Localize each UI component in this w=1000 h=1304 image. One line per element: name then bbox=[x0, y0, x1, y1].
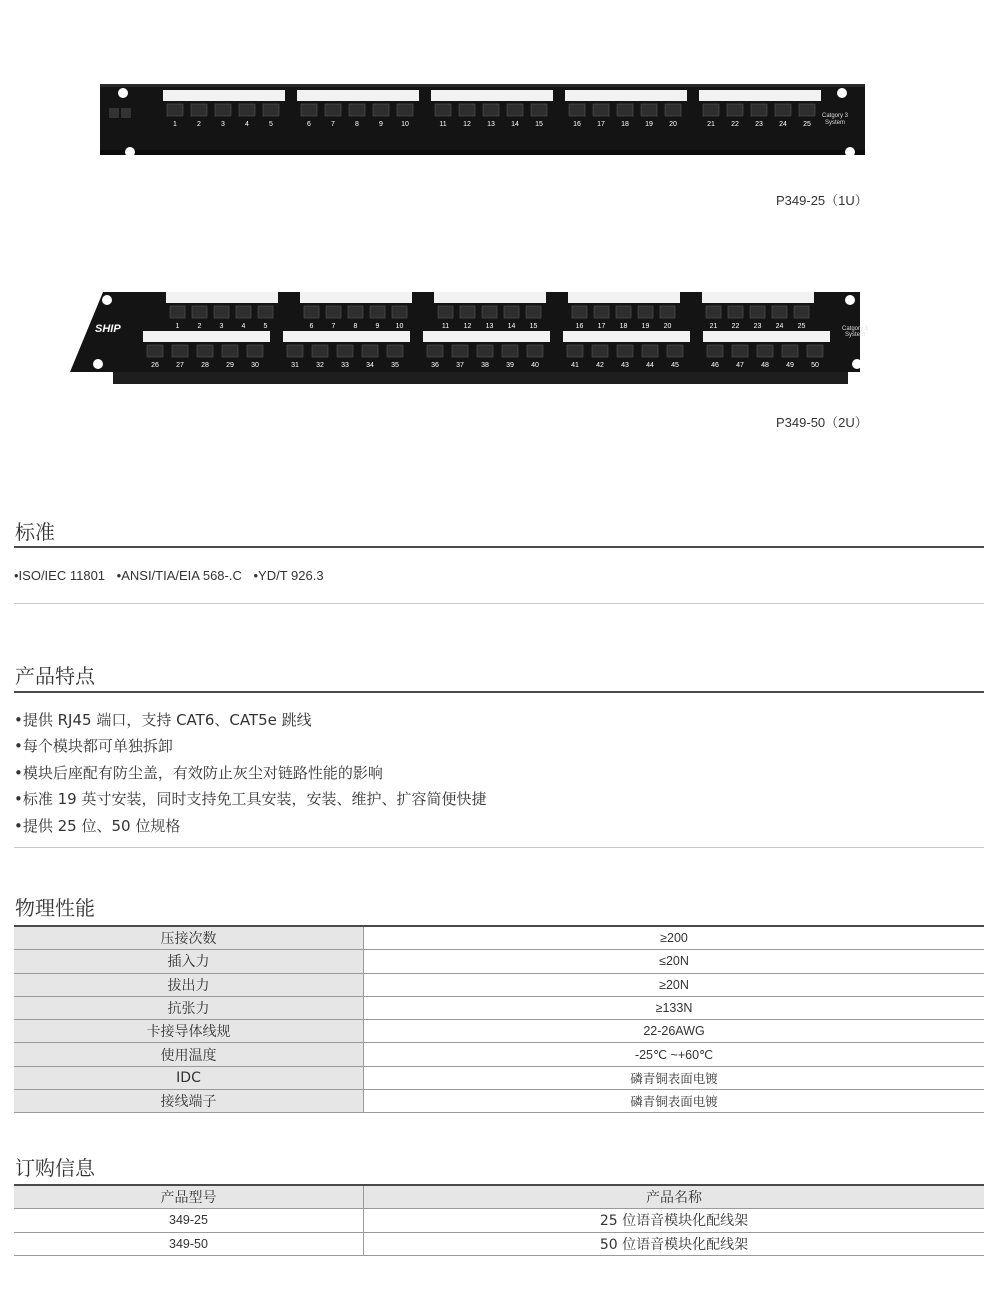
table-row bbox=[14, 1066, 984, 1089]
rj-port bbox=[222, 345, 238, 357]
rj-port bbox=[527, 345, 543, 357]
port-number: 22 bbox=[731, 121, 739, 128]
rj-port bbox=[531, 104, 547, 116]
rj-port bbox=[304, 306, 319, 318]
rj-port bbox=[337, 345, 353, 357]
column-header-name: 产品名称 bbox=[364, 1186, 985, 1209]
rj-port bbox=[214, 306, 229, 318]
rj-port bbox=[167, 104, 183, 116]
rj-port bbox=[392, 306, 407, 318]
rj-port bbox=[236, 306, 251, 318]
svg-text:Catgory 3: Catgory 3 bbox=[841, 326, 869, 332]
table-row bbox=[14, 1209, 984, 1232]
patch-panel-1u-image bbox=[95, 80, 870, 160]
port-number: 47 bbox=[736, 362, 744, 369]
port-number: 24 bbox=[779, 121, 787, 128]
rj-port bbox=[617, 345, 633, 357]
port-number: 9 bbox=[379, 121, 383, 128]
rj-port bbox=[170, 306, 185, 318]
port-number: 29 bbox=[226, 362, 234, 369]
port-number: 16 bbox=[575, 323, 584, 330]
port-number: 37 bbox=[456, 362, 464, 369]
port-number: 17 bbox=[597, 121, 605, 128]
physical-title: 物理性能 bbox=[15, 896, 95, 920]
rj-port bbox=[732, 345, 748, 357]
port-number: 7 bbox=[331, 323, 336, 330]
rj-port bbox=[751, 104, 767, 116]
rj-port bbox=[287, 345, 303, 357]
table-row bbox=[14, 950, 984, 973]
rj-port bbox=[438, 306, 453, 318]
features-list bbox=[14, 707, 486, 839]
rj-port bbox=[667, 345, 683, 357]
port-number: 14 bbox=[511, 121, 519, 128]
product-caption-2u: P349-50（2U） bbox=[776, 415, 868, 430]
spec-label: 抗张力 bbox=[14, 996, 364, 1019]
port-number: 3 bbox=[221, 121, 225, 128]
rj-port bbox=[750, 306, 765, 318]
rj-port bbox=[460, 306, 475, 318]
spec-value: 磷青铜表面电镀 bbox=[364, 1090, 985, 1113]
rj-port bbox=[172, 345, 188, 357]
table-row bbox=[14, 996, 984, 1019]
port-number: 35 bbox=[391, 362, 399, 369]
rj-port bbox=[459, 104, 475, 116]
rj-port bbox=[775, 104, 791, 116]
table-row bbox=[14, 1020, 984, 1043]
port-number: 5 bbox=[269, 121, 273, 128]
port-number: 19 bbox=[645, 121, 653, 128]
port-number: 11 bbox=[439, 121, 447, 128]
port-number: 14 bbox=[507, 323, 516, 330]
rj-port bbox=[477, 345, 493, 357]
order-model: 349-50 bbox=[14, 1232, 364, 1255]
rj-port bbox=[757, 345, 773, 357]
port-number: 5 bbox=[263, 323, 268, 330]
rj-port bbox=[807, 345, 823, 357]
standard-item: •ISO/IEC 11801 bbox=[14, 568, 106, 583]
rj-port bbox=[387, 345, 403, 357]
table-row bbox=[14, 1043, 984, 1066]
port-number: 33 bbox=[341, 362, 349, 369]
spec-label: 拔出力 bbox=[14, 973, 364, 996]
rj-port bbox=[348, 306, 363, 318]
standards-title: 标准 bbox=[15, 520, 55, 544]
standards-list bbox=[14, 568, 332, 583]
port-number: 24 bbox=[775, 323, 784, 330]
spec-value: 22-26AWG bbox=[364, 1020, 985, 1043]
spec-value: -25℃ ~+60℃ bbox=[364, 1043, 985, 1066]
port-number: 10 bbox=[395, 323, 404, 330]
rj-port bbox=[507, 104, 523, 116]
port-number: 9 bbox=[375, 323, 380, 330]
rj-port bbox=[665, 104, 681, 116]
ordering-table bbox=[14, 1186, 984, 1256]
port-number: 12 bbox=[463, 121, 471, 128]
ordering-header-row bbox=[14, 1186, 984, 1209]
rj-port bbox=[373, 104, 389, 116]
port-number: 15 bbox=[535, 121, 543, 128]
port-number: 25 bbox=[803, 121, 811, 128]
port-number: 43 bbox=[621, 362, 629, 369]
port-number: 27 bbox=[176, 362, 184, 369]
port-number: 25 bbox=[797, 323, 806, 330]
rj-port bbox=[616, 306, 631, 318]
port-number: 39 bbox=[506, 362, 514, 369]
port-number: 16 bbox=[573, 121, 581, 128]
rj-port bbox=[502, 345, 518, 357]
features-rule bbox=[14, 691, 984, 693]
port-number: 8 bbox=[353, 323, 358, 330]
port-number: 48 bbox=[761, 362, 769, 369]
rj-port bbox=[569, 104, 585, 116]
port-number: 4 bbox=[241, 323, 246, 330]
spec-label: 使用温度 bbox=[14, 1043, 364, 1066]
rj-port bbox=[617, 104, 633, 116]
port-number: 22 bbox=[731, 323, 740, 330]
table-row bbox=[14, 1232, 984, 1255]
rj-port bbox=[638, 306, 653, 318]
rj-port bbox=[782, 345, 798, 357]
feature-item: •标准 19 英寸安装，同时支持免工具安装，安装、维护、扩容简便快捷 bbox=[14, 790, 487, 809]
port-number: 13 bbox=[485, 323, 494, 330]
port-number: 19 bbox=[641, 323, 650, 330]
rj-port bbox=[706, 306, 721, 318]
rj-port bbox=[147, 345, 163, 357]
rj-port bbox=[772, 306, 787, 318]
order-name: 50 位语音模块化配线架 bbox=[364, 1232, 985, 1255]
rj-port bbox=[567, 345, 583, 357]
port-number: 6 bbox=[309, 323, 314, 330]
rj-port bbox=[641, 104, 657, 116]
port-number: 11 bbox=[441, 323, 450, 330]
port-number: 42 bbox=[596, 362, 604, 369]
port-number: 44 bbox=[646, 362, 654, 369]
svg-text:System: System bbox=[844, 332, 866, 338]
port-number: 34 bbox=[366, 362, 374, 369]
rj-port bbox=[191, 104, 207, 116]
port-number: 1 bbox=[173, 121, 177, 128]
port-number: 46 bbox=[711, 362, 719, 369]
port-number: 21 bbox=[707, 121, 715, 128]
rj-port bbox=[435, 104, 451, 116]
standards-rule bbox=[14, 546, 984, 548]
port-number: 7 bbox=[331, 121, 335, 128]
rj-port bbox=[703, 104, 719, 116]
port-number: 18 bbox=[619, 323, 628, 330]
rj-port bbox=[452, 345, 468, 357]
port-number: 3 bbox=[219, 323, 224, 330]
table-row bbox=[14, 927, 984, 950]
rj-port bbox=[427, 345, 443, 357]
svg-text:System: System bbox=[824, 120, 846, 126]
standards-divider bbox=[14, 603, 984, 604]
port-number: 4 bbox=[245, 121, 249, 128]
rj-port bbox=[594, 306, 609, 318]
rj-port bbox=[728, 306, 743, 318]
rj-port bbox=[192, 306, 207, 318]
port-number: 40 bbox=[531, 362, 539, 369]
order-model: 349-25 bbox=[14, 1209, 364, 1232]
rj-port bbox=[215, 104, 231, 116]
rj-port bbox=[483, 104, 499, 116]
features-title: 产品特点 bbox=[15, 664, 95, 688]
table-row bbox=[14, 1090, 984, 1113]
patch-panel-2u-image bbox=[65, 288, 870, 390]
spec-label: 接线端子 bbox=[14, 1090, 364, 1113]
rj-port bbox=[349, 104, 365, 116]
port-number: 15 bbox=[529, 323, 538, 330]
spec-value: ≥20N bbox=[364, 973, 985, 996]
feature-item: •模块后座配有防尘盖，有效防止灰尘对链路性能的影响 bbox=[14, 763, 383, 782]
rj-port bbox=[370, 306, 385, 318]
product-caption-1u: P349-25（1U） bbox=[776, 193, 868, 208]
rj-port bbox=[312, 345, 328, 357]
rj-port bbox=[482, 306, 497, 318]
rj-port bbox=[526, 306, 541, 318]
order-name: 25 位语音模块化配线架 bbox=[364, 1209, 985, 1232]
spec-label: 压接次数 bbox=[14, 927, 364, 950]
rj-port bbox=[572, 306, 587, 318]
port-number: 1 bbox=[175, 323, 180, 330]
standard-item: •YD/T 926.3 bbox=[253, 568, 324, 583]
rj-port bbox=[362, 345, 378, 357]
port-number: 23 bbox=[755, 121, 763, 128]
rj-port bbox=[325, 104, 341, 116]
spec-value: ≤20N bbox=[364, 950, 985, 973]
port-number: 45 bbox=[671, 362, 679, 369]
spec-label: 卡接导体线规 bbox=[14, 1020, 364, 1043]
standard-item: •ANSI/TIA/EIA 568-.C bbox=[116, 568, 242, 583]
port-number: 31 bbox=[291, 362, 299, 369]
rj-port bbox=[197, 345, 213, 357]
panel-label-text: Catgory 3 bbox=[821, 113, 849, 119]
rj-port bbox=[504, 306, 519, 318]
port-number: 20 bbox=[669, 121, 677, 128]
port-number: 23 bbox=[753, 323, 762, 330]
table-row bbox=[14, 973, 984, 996]
features-divider bbox=[14, 847, 984, 848]
spec-value: ≥200 bbox=[364, 927, 985, 950]
port-number: 12 bbox=[463, 323, 472, 330]
rj-port bbox=[593, 104, 609, 116]
rj-port bbox=[642, 345, 658, 357]
port-number: 2 bbox=[197, 121, 201, 128]
port-number: 50 bbox=[811, 362, 819, 369]
port-number: 36 bbox=[431, 362, 439, 369]
feature-item: •提供 25 位、50 位规格 bbox=[14, 816, 181, 835]
rj-port bbox=[397, 104, 413, 116]
port-number: 38 bbox=[481, 362, 489, 369]
rj-port bbox=[799, 104, 815, 116]
port-number: 30 bbox=[251, 362, 259, 369]
rj-port bbox=[660, 306, 675, 318]
port-number: 2 bbox=[197, 323, 202, 330]
port-number: 17 bbox=[597, 323, 606, 330]
rj-port bbox=[707, 345, 723, 357]
port-number: 49 bbox=[786, 362, 794, 369]
port-number: 20 bbox=[663, 323, 672, 330]
rj-port bbox=[239, 104, 255, 116]
spec-label: IDC bbox=[14, 1066, 364, 1089]
rj-port bbox=[263, 104, 279, 116]
port-number: 8 bbox=[355, 121, 359, 128]
port-number: 26 bbox=[151, 362, 159, 369]
port-number: 13 bbox=[487, 121, 495, 128]
rj-port bbox=[247, 345, 263, 357]
spec-value: 磷青铜表面电镀 bbox=[364, 1066, 985, 1089]
spec-label: 插入力 bbox=[14, 950, 364, 973]
rj-port bbox=[301, 104, 317, 116]
port-number: 6 bbox=[307, 121, 311, 128]
spec-value: ≥133N bbox=[364, 996, 985, 1019]
physical-table bbox=[14, 927, 984, 1113]
feature-item: •每个模块都可单独拆卸 bbox=[14, 737, 173, 756]
port-number: 18 bbox=[621, 121, 629, 128]
rj-port bbox=[326, 306, 341, 318]
rj-port bbox=[258, 306, 273, 318]
rj-port bbox=[592, 345, 608, 357]
port-number: 32 bbox=[316, 362, 324, 369]
feature-item: •提供 RJ45 端口，支持 CAT6、CAT5e 跳线 bbox=[14, 711, 312, 729]
port-number: 21 bbox=[709, 323, 718, 330]
ordering-title: 订购信息 bbox=[15, 1156, 95, 1180]
brand-logo: SHIP bbox=[95, 323, 121, 335]
column-header-model: 产品型号 bbox=[14, 1186, 364, 1209]
port-number: 28 bbox=[201, 362, 209, 369]
rj-port bbox=[794, 306, 809, 318]
port-number: 10 bbox=[401, 121, 409, 128]
rj-port bbox=[727, 104, 743, 116]
port-number: 41 bbox=[571, 362, 579, 369]
